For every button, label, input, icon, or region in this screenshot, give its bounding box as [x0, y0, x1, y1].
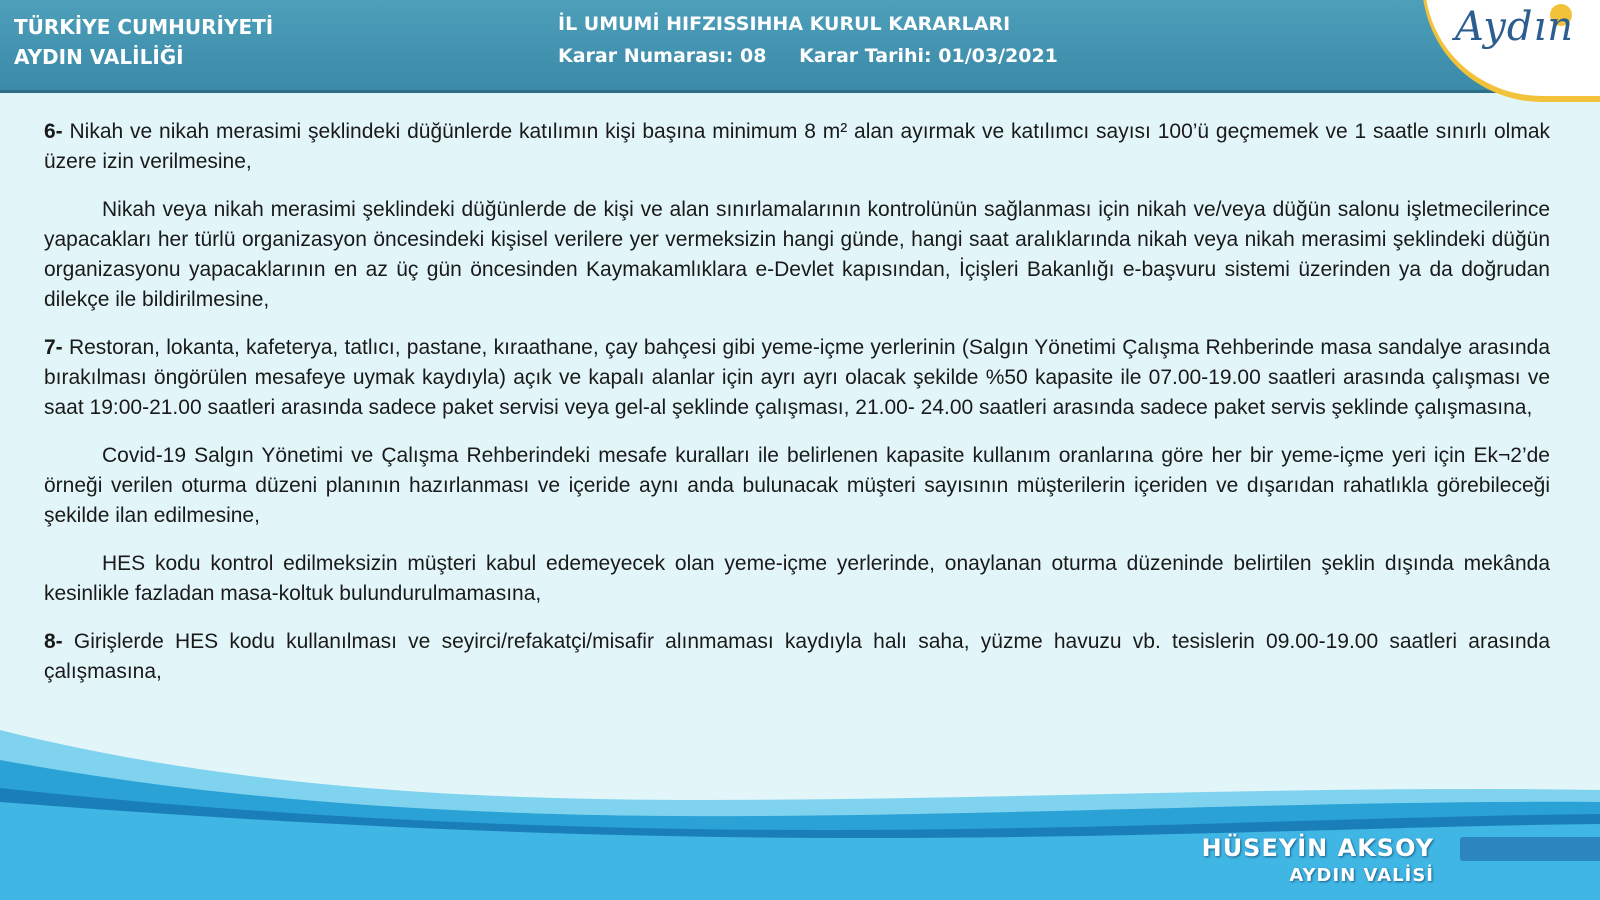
decision-number: Karar Numarası: 08 [558, 45, 767, 67]
paragraph-text: Nikah veya nikah merasimi şeklindeki düğünlerde de kişi ve alan sınırlamalarının kontrolünün sağlanması için nikah ve/veya düğün salonu işletmecilerince yapacakları her türlü organizasyon öncesindeki kişisel verilere yer vermeksizin hangi günde, hangi saat aralıklarında nikah veya nikah merasimi şeklindeki düğün organizasyonu yapacaklarının en az üç gün öncesinden Kaymakamlıklara e-Devlet kapısından, İçişleri Bakanlığı e-başvuru sistemi üzerinden ya da doğrudan dilekçe ile bildirilmesine, [44, 198, 1550, 311]
paragraph-item-7-detail-1 [44, 441, 1550, 531]
aydin-logo [1422, 0, 1600, 102]
paragraph-item-8 [44, 627, 1550, 687]
paragraph-text: Covid-19 Salgın Yönetimi ve Çalışma Rehberindeki mesafe kuralları ile belirlenen kapasite kullanım oranlarına göre her bir yeme-içme yeri için Ek¬2’de örneği verilen oturma düzeni planının hazırlanması ve içeride aynı anda bulunacak müşteri sayısının müşterilerin içeriden ve dışarıdan rahatlıkla görebileceği şekilde ilan edilmesine, [44, 444, 1550, 527]
signature-block [1202, 833, 1434, 889]
item-number: 8- [44, 630, 63, 653]
decision-info [558, 10, 1058, 74]
header-bar [0, 0, 1600, 93]
logo-text: Aydın [1455, 4, 1575, 50]
paragraph-item-6 [44, 117, 1550, 177]
paragraph-text: Restoran, lokanta, kafeterya, tatlıcı, pastane, kıraathane, çay bahçesi gibi yeme-içme yerlerinin (Salgın Yönetimi Çalışma Rehberinde masa sandalye arasında bırakılması öngörülen mesafeye uymak kaydıyla) açık ve kapalı alanlar için ayrı ayrı olacak şekilde %50 kapasite ile 07.00-19.00 saatleri arasında çalışması ve saat 19:00-21.00 saatleri arasında sadece paket servisi veya gel-al şeklinde çalışması, 21.00- 24.00 saatleri arasında sadece paket servis şeklinde çalışmasına, [44, 336, 1550, 419]
signer-name: HÜSEYİN AKSOY [1201, 834, 1434, 862]
item-number: 7- [44, 336, 63, 359]
paragraph-item-6-detail [44, 195, 1550, 315]
page-title: İL UMUMİ HIFZISSIHHA KURUL KARARLARI [558, 13, 1011, 35]
paragraph-item-7 [44, 333, 1550, 423]
signer-title: AYDIN VALİSİ [1289, 865, 1434, 886]
issuer-country: TÜRKİYE CUMHURİYETİ [14, 15, 274, 39]
paragraph-text: Girişlerde HES kodu kullanılması ve seyirci/refakatçi/misafir alınmaması kaydıyla halı saha, yüzme havuzu vb. tesislerin 09.00-19.00 saatleri arasında çalışmasına, [44, 630, 1550, 683]
paragraph-item-7-detail-2 [44, 549, 1550, 609]
decision-meta [558, 38, 1058, 74]
issuer-block [14, 12, 273, 72]
item-number: 6- [44, 120, 63, 143]
issuer-office: AYDIN VALİLİĞİ [14, 45, 184, 69]
decision-body [44, 117, 1550, 705]
signer-accent-bar [1460, 837, 1600, 861]
paragraph-text: Nikah ve nikah merasimi şeklindeki düğünlerde katılımın kişi başına minimum 8 m² alan ayırmak ve katılımcı sayısı 100’ü geçmemek ve 1 saatle sınırlı olmak üzere izin verilmesine, [44, 120, 1550, 173]
decision-date: Karar Tarihi: 01/03/2021 [799, 45, 1058, 67]
paragraph-text: HES kodu kontrol edilmeksizin müşteri kabul edemeyecek olan yeme-içme yerlerinde, onaylanan oturma düzeninde belirtilen şeklin dışında mekânda kesinlikle fazladan masa-koltuk bulundurulmamasına, [44, 552, 1550, 605]
